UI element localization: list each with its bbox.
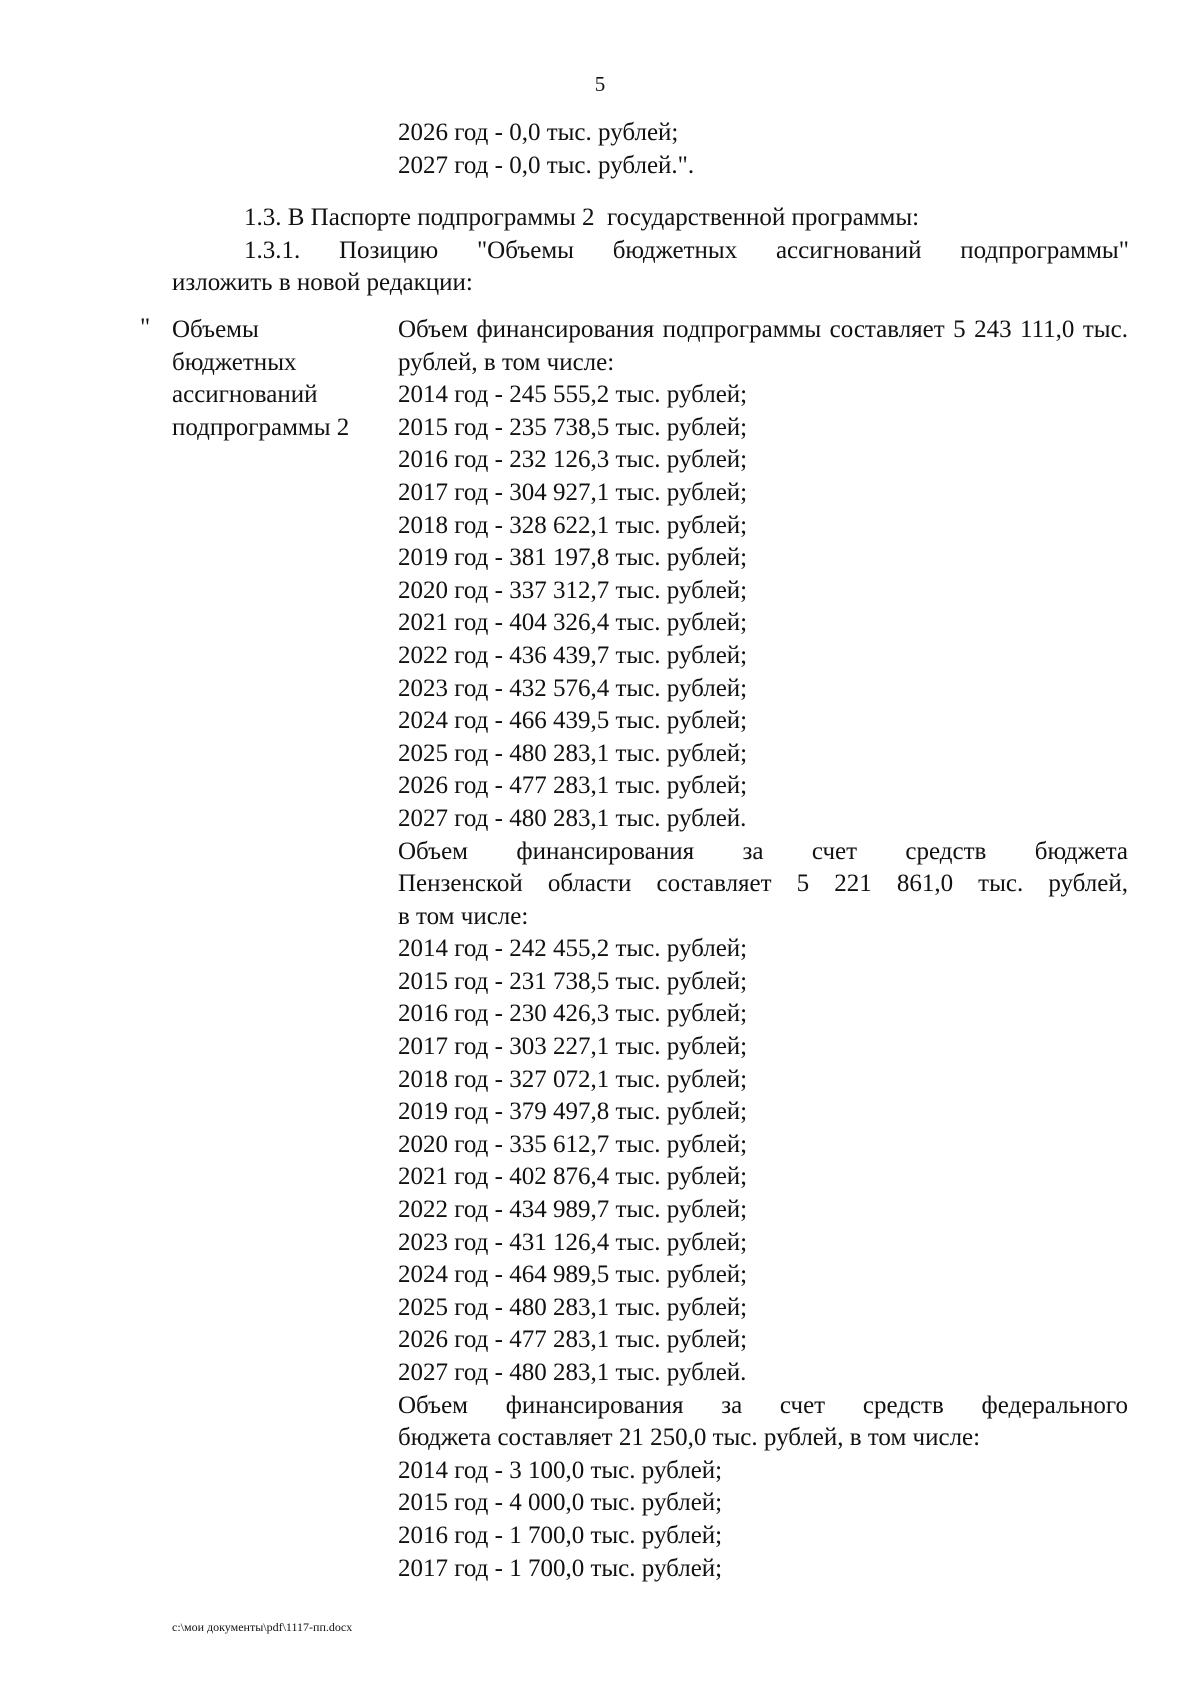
year-line: 2017 год - 1 700,0 тыс. рублей; — [398, 1554, 723, 1582]
year-line: 2016 год - 230 426,3 тыс. рублей; — [398, 1000, 748, 1028]
year-line: 2018 год - 328 622,1 тыс. рублей; — [398, 511, 748, 539]
year-line: 2023 год - 432 576,4 тыс. рублей; — [398, 674, 748, 702]
year-line: 2027 год - 480 283,1 тыс. рублей. — [398, 804, 747, 832]
word: за — [742, 837, 764, 865]
word: 5 — [953, 316, 966, 343]
text-line: бюджета составляет 21 250,0 тыс. рублей, в том числе: — [398, 1424, 981, 1452]
word: Объем — [398, 837, 468, 865]
year-line: 2018 год - 327 072,1 тыс. рублей; — [398, 1065, 748, 1093]
year-line: 2026 год - 477 283,1 тыс. рублей; — [398, 1326, 748, 1354]
year-line: 2024 год - 466 439,5 тыс. рублей; — [398, 707, 748, 735]
justified-line — [398, 314, 1128, 347]
word: финансирования — [505, 1391, 684, 1419]
word: 243 — [974, 316, 1012, 343]
year-line: 2023 год - 431 126,4 тыс. рублей; — [398, 1228, 748, 1256]
year-line: 2015 год - 4 000,0 тыс. рублей; — [398, 1489, 723, 1517]
word: Объем — [398, 1391, 468, 1419]
label-line: подпрограммы 2 — [172, 413, 350, 441]
word: составляет — [656, 870, 772, 898]
word: ассигнований — [775, 236, 922, 264]
year-line: 2020 год - 335 612,7 тыс. рублей; — [398, 1130, 748, 1158]
year-line: 2022 год - 436 439,7 тыс. рублей; — [398, 641, 748, 669]
label-line: ассигнований — [172, 381, 318, 409]
federal-years-list — [398, 1455, 1128, 1585]
year-line: 2019 год - 381 197,8 тыс. рублей; — [398, 544, 748, 572]
justified-line — [398, 1390, 1128, 1423]
year-line: 2014 год - 3 100,0 тыс. рублей; — [398, 1456, 723, 1484]
intro-paragraph — [172, 202, 1129, 300]
table-value-column — [398, 314, 1128, 1585]
year-line: 2015 год - 235 738,5 тыс. рублей; — [398, 413, 748, 441]
year-line: 2021 год - 404 326,4 тыс. рублей; — [398, 609, 748, 637]
word: счет — [779, 1391, 826, 1419]
year-line: 2025 год - 480 283,1 тыс. рублей; — [398, 1293, 748, 1321]
word: средств — [905, 837, 987, 865]
text-line: изложить в новой редакции: — [172, 269, 473, 297]
year-line: 2016 год - 1 700,0 тыс. рублей; — [398, 1521, 723, 1549]
year-line: 2022 год - 434 989,7 тыс. рублей; — [398, 1196, 748, 1224]
word: рублей, — [1048, 870, 1128, 898]
year-line: 2021 год - 402 876,4 тыс. рублей; — [398, 1163, 748, 1191]
word: Объем — [398, 316, 468, 343]
word: "Объемы — [476, 236, 574, 264]
year-line: 2017 год - 304 927,1 тыс. рублей; — [398, 478, 748, 506]
year-line: 2017 год - 303 227,1 тыс. рублей; — [398, 1033, 748, 1061]
page-number: 5 — [594, 72, 606, 96]
word: счет — [811, 837, 858, 865]
word: бюджетных — [612, 236, 738, 264]
label-line: бюджетных — [172, 348, 297, 376]
word: средств — [862, 1391, 944, 1419]
justified-line — [172, 235, 1129, 268]
file-path-footer: c:\мои документы\pdf\1117-пп.docx — [172, 1620, 353, 1634]
word: составляет — [829, 316, 945, 343]
word: Позицию — [338, 236, 439, 264]
word: финансирования — [516, 837, 695, 865]
year-line: 2019 год - 379 497,8 тыс. рублей; — [398, 1098, 748, 1126]
year-line: 2024 год - 464 989,5 тыс. рублей; — [398, 1261, 748, 1289]
text-line: 2027 год - 0,0 тыс. рублей.". — [398, 151, 695, 179]
year-line: 2015 год - 231 738,5 тыс. рублей; — [398, 967, 748, 995]
word: бюджета — [1034, 837, 1128, 865]
year-line: 2020 год - 337 312,7 тыс. рублей; — [398, 576, 748, 604]
label-line: Объемы — [172, 316, 259, 343]
year-line: 2025 год - 480 283,1 тыс. рублей; — [398, 739, 748, 767]
year-line: 2026 год - 477 283,1 тыс. рублей; — [398, 772, 748, 800]
word: 1.3.1. — [244, 236, 301, 264]
section-heading: 1.3. В Паспорте подпрограммы 2 государственной программы: — [244, 204, 920, 231]
word: подпрограммы — [662, 316, 822, 343]
word: за — [721, 1391, 743, 1419]
word: Пензенской — [398, 870, 523, 898]
word: 111,0 — [1020, 316, 1075, 343]
previous-section-tail — [398, 117, 694, 182]
year-line: 2016 год - 232 126,3 тыс. рублей; — [398, 446, 748, 474]
text-line: в том числе: — [398, 902, 529, 930]
text-line: рублей, в том числе: — [398, 348, 615, 376]
word: 221 — [834, 870, 872, 898]
word: финансирования — [476, 316, 655, 343]
justified-line — [398, 868, 1128, 901]
word: 5 — [796, 870, 810, 898]
word: подпрограммы" — [960, 236, 1129, 264]
word: 861,0 — [896, 870, 954, 898]
table-label-column — [172, 314, 349, 444]
word: федерального — [981, 1391, 1128, 1419]
year-line: 2014 год - 242 455,2 тыс. рублей; — [398, 935, 748, 963]
year-line: 2014 год - 245 555,2 тыс. рублей; — [398, 381, 748, 409]
word: области — [547, 870, 632, 898]
opening-quote: " — [140, 314, 151, 341]
year-line: 2027 год - 480 283,1 тыс. рублей. — [398, 1359, 747, 1386]
text-line: 2026 год - 0,0 тыс. рублей; — [398, 119, 679, 146]
justified-line — [398, 836, 1128, 869]
word: тыс. — [1082, 316, 1128, 343]
total-years-list — [398, 379, 1128, 835]
regional-years-list — [398, 933, 1128, 1389]
word: тыс. — [978, 870, 1024, 898]
